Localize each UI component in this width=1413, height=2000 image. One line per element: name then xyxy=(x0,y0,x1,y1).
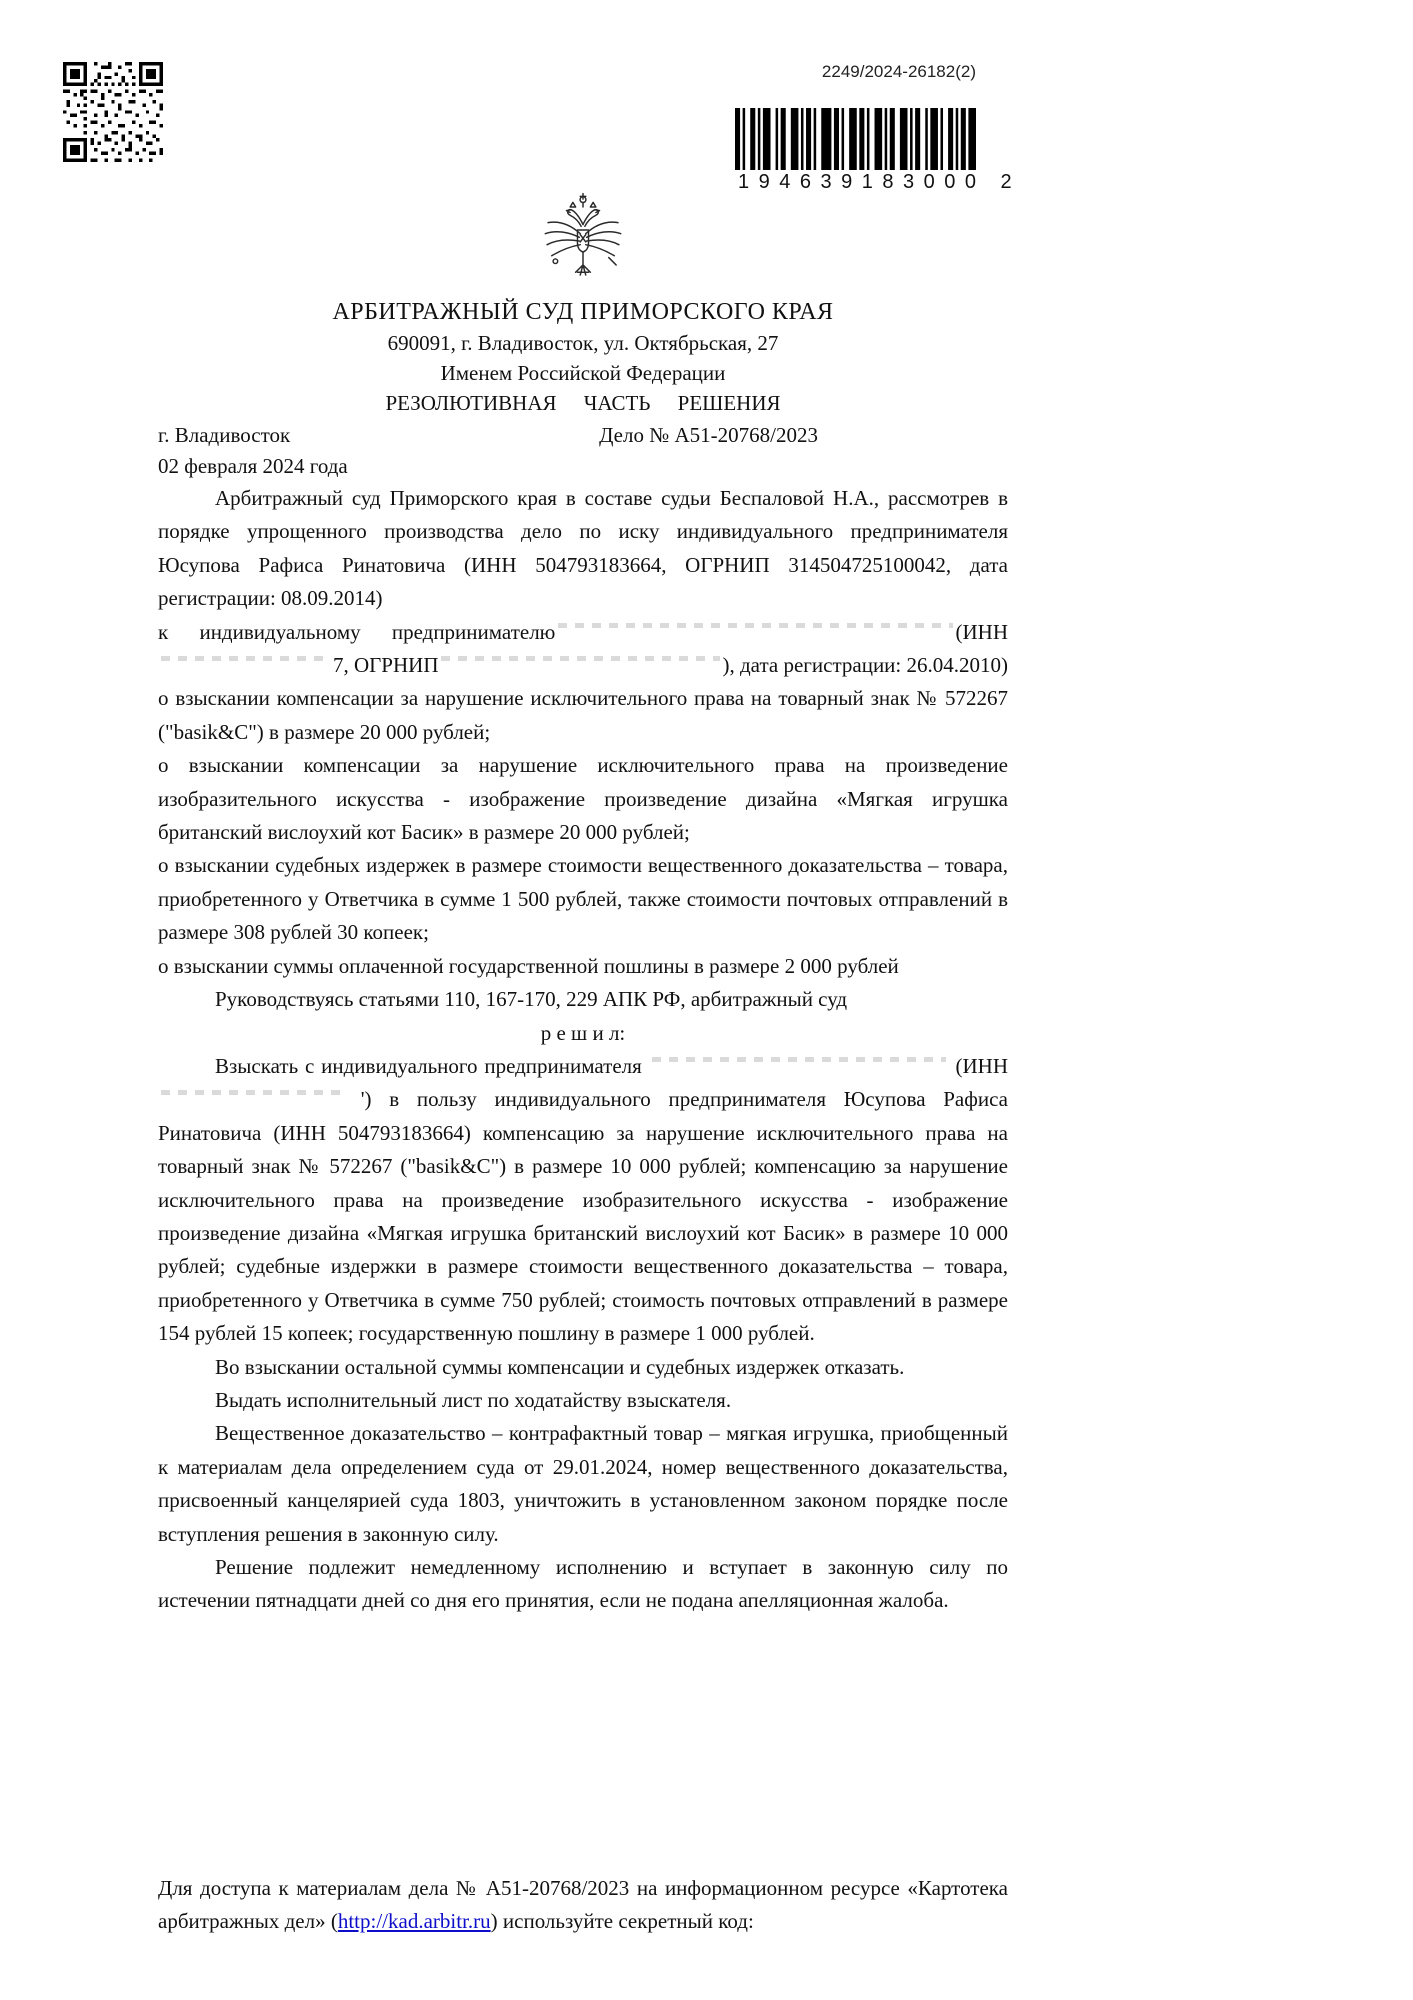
qr-code-icon xyxy=(63,62,163,162)
paragraph-deny-rest: Во взыскании остальной суммы компенсации и судебных издержек отказать. xyxy=(215,1354,905,1379)
defendant-inn-open: (ИНН xyxy=(955,619,1008,644)
decision-date: 02 февраля 2024 года xyxy=(158,454,348,478)
barcode-icon xyxy=(735,108,976,170)
footer-text-before-link: Для доступа к материалам дела № А51-20768/2023 на информационном ресурсе «Картотека арбитражных дел» ( xyxy=(158,1876,1008,1934)
court-address: 690091, г. Владивосток, ул. Октябрьская, 27 xyxy=(387,331,779,355)
paragraph-order xyxy=(158,1050,1008,1351)
document-number: 2249/2024-26182(2) xyxy=(821,62,976,81)
barcode xyxy=(735,108,1022,194)
body-text xyxy=(158,482,1008,1618)
document-type-heading: РЕЗОЛЮТИВНАЯ ЧАСТЬ РЕШЕНИЯ xyxy=(385,391,781,415)
paragraph-defendant-line2 xyxy=(158,649,1008,682)
city-label: г. Владивосток xyxy=(158,423,291,447)
defendant-registration-date: ), дата регистрации: 26.04.2010) xyxy=(722,653,1008,678)
order-part3: ') в пользу индивидуального предпринимателя Юсупова Рафиса Ринатовича (ИНН 504793183664) компенсацию за нарушение исключительного права на товарный знак № 572267 ("basik&C") в размере 10 000 рублей; компенсацию за нарушение исключительного права на произведение изобразительного искусства - изображение произведение дизайна «Мягкая игрушка британский вислоухий кот Басик» в размере 10 000 рублей; судебные издержки в размере стоимости вещественного доказательства – товара, приобретенного у Ответчика в сумме 750 рублей; стоимость почтовых отправлений в размере 154 рублей 15 копеек; государственную пошлину в размере 1 000 рублей. xyxy=(158,1087,1008,1346)
defendant-ogrnip-label: 7, ОГРНИП xyxy=(333,653,439,678)
paragraph-claim-trademark: о взыскании компенсации за нарушение исключительного права на товарный знак № 572267 ("basik&C") в размере 20 000 рублей; xyxy=(158,686,1008,744)
redacted-text xyxy=(555,618,955,639)
paragraph-claim-costs: о взыскании судебных издержек в размере стоимости вещественного доказательства – товара, приобретенного у Ответчика в сумме 1 500 рублей, также стоимости почтовых отправлений в размере 308 рублей 30 копеек; xyxy=(158,853,1008,945)
court-name: АРБИТРАЖНЫЙ СУД ПРИМОРСКОГО КРАЯ xyxy=(332,299,834,325)
redacted-text xyxy=(158,651,333,672)
redacted-text xyxy=(649,1052,949,1073)
document-content xyxy=(158,192,1008,1618)
city-case-row xyxy=(158,420,1008,451)
paragraph-evidence: Вещественное доказательство – контрафактный товар – мягкая игрушка, приобщенный к материалам дела определением суда от 29.01.2024, номер вещественного доказательства, присвоенный канцелярией суда 1803, уничтожить в установленном законом порядке после вступления решения в законную силу. xyxy=(158,1421,1008,1546)
in-the-name-line: Именем Российской Федерации xyxy=(440,361,726,385)
kad-arbitr-link[interactable]: http://kad.arbitr.ru xyxy=(337,1909,491,1934)
paragraph-claim-artwork: о взыскании компенсации за нарушение исключительного права на произведение изобразительного искусства - изображение произведение дизайна «Мягкая игрушка британский вислоухий кот Басик» в размере 20 000 рублей; xyxy=(158,753,1008,845)
coat-of-arms-icon xyxy=(537,192,629,290)
defendant-lead-text: к индивидуальному предпринимателю xyxy=(158,619,556,644)
order-part1: Взыскать с индивидуального предпринимателя xyxy=(215,1053,642,1078)
barcode-number: 194639183000 2 xyxy=(738,171,1022,193)
footer-text-after-link: ) используйте секретный код: xyxy=(490,1909,754,1934)
footer-access-note xyxy=(158,1872,1008,1939)
resolved-heading: р е ш и л: xyxy=(540,1020,626,1045)
case-number: Дело № А51-20768/2023 xyxy=(599,423,818,447)
order-part2: (ИНН xyxy=(955,1053,1009,1078)
paragraph-guided-by: Руководствуясь статьями 110, 167-170, 229 АПК РФ, арбитражный суд xyxy=(215,987,848,1012)
paragraph-effect: Решение подлежит немедленному исполнению и вступает в законную силу по истечении пятнадцати дней со дня его принятия, если не подана апелляционная жалоба. xyxy=(158,1555,1008,1613)
paragraph-defendant-line1 xyxy=(158,616,1008,649)
paragraph-intro: Арбитражный суд Приморского края в составе судьи Беспаловой Н.А., рассмотрев в порядке упрощенного производства дело по иску индивидуального предпринимателя Юсупова Рафиса Ринатовича (ИНН 504793183664, ОГРНИП 314504725100042, дата регистрации: 08.09.2014) xyxy=(158,486,1008,611)
paragraph-writ: Выдать исполнительный лист по ходатайству взыскателя. xyxy=(215,1387,732,1412)
paragraph-claim-state-duty: о взыскании суммы оплаченной государственной пошлины в размере 2 000 рублей xyxy=(158,953,899,978)
redacted-text xyxy=(158,1085,343,1106)
redacted-text xyxy=(438,651,722,672)
